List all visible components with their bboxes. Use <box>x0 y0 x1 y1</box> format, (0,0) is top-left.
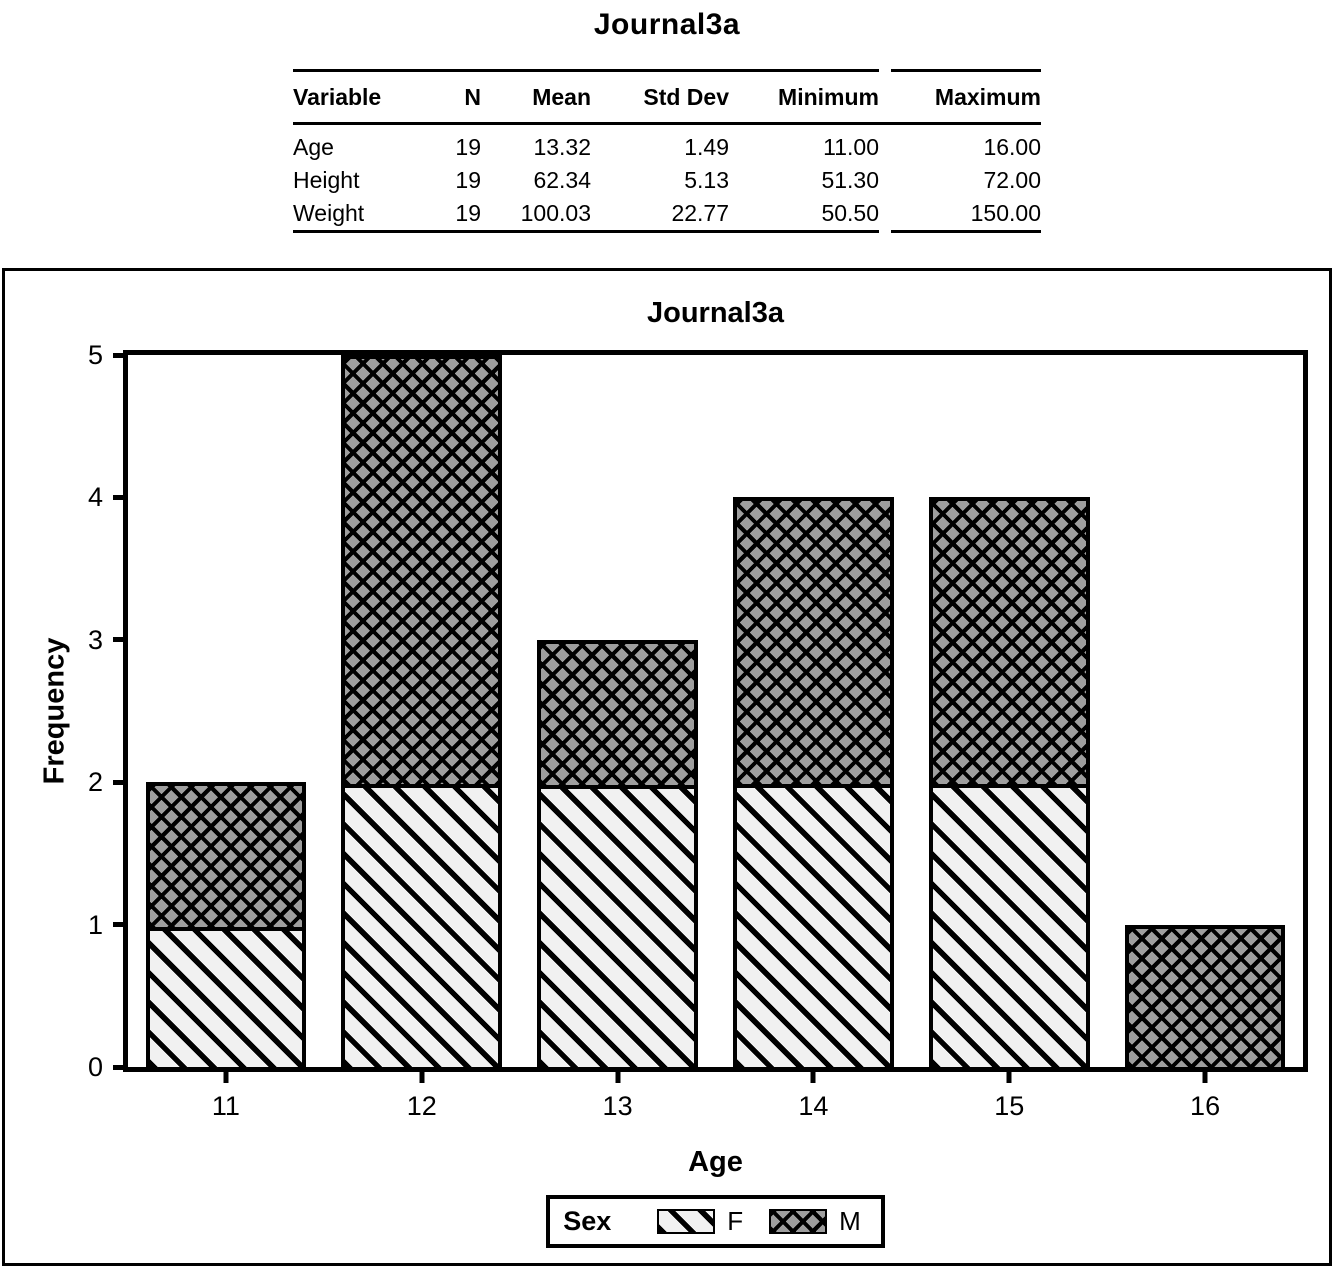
y-axis-title: Frequency <box>38 637 71 785</box>
stats-cell: 19 <box>455 134 481 160</box>
x-tick <box>1203 1067 1208 1083</box>
legend-swatch-m <box>769 1209 827 1234</box>
bar-slot <box>1107 355 1303 1067</box>
stats-cell: 16.00 <box>983 134 1041 160</box>
bar <box>1125 925 1286 1067</box>
bar <box>341 355 502 1067</box>
bar-slot <box>911 355 1107 1067</box>
bar <box>146 782 307 1067</box>
stats-col-header: Mean <box>481 71 591 124</box>
bar-segment-m <box>933 501 1086 784</box>
stats-row <box>293 164 1041 197</box>
y-tick-label: 1 <box>87 909 103 940</box>
stats-col-header: Minimum <box>729 71 879 124</box>
page-title: Journal3a <box>593 8 741 41</box>
bar-segment-f <box>933 784 1086 1067</box>
stats-cell: 72.00 <box>983 167 1041 193</box>
stats-cell: 19 <box>421 197 481 232</box>
stats-cell: 5.13 <box>684 167 729 193</box>
stats-col-header: N <box>421 71 481 124</box>
plot-area <box>87 340 1308 1121</box>
stats-cell: 1.49 <box>684 134 729 160</box>
y-tick <box>113 353 128 358</box>
y-tick-label: 4 <box>87 482 103 513</box>
stats-cell: 22.77 <box>591 197 729 232</box>
stats-cell: 51.30 <box>821 167 879 193</box>
y-tick-label: 2 <box>87 767 103 798</box>
bar <box>537 640 698 1067</box>
x-tick <box>419 1067 424 1083</box>
y-tick-label: 3 <box>87 624 103 655</box>
bar-segment-f <box>737 784 890 1067</box>
y-tick <box>113 922 128 927</box>
stats-rule-gap <box>879 71 891 124</box>
y-tick <box>113 780 128 785</box>
stats-row <box>293 197 1041 232</box>
x-tick-label: 13 <box>602 1091 633 1121</box>
x-tick-label: 12 <box>406 1091 437 1121</box>
x-tick-label: 11 <box>211 1091 240 1121</box>
stats-row <box>293 124 1041 165</box>
legend <box>546 1195 885 1248</box>
stats-cell: Age <box>293 134 334 160</box>
x-tick-label: 15 <box>994 1091 1025 1121</box>
bar-segment-f <box>541 785 694 1067</box>
legend-swatch-f <box>657 1209 715 1234</box>
x-tick-label: 14 <box>798 1091 829 1121</box>
x-tick <box>1007 1067 1012 1083</box>
stats-cell: Height <box>293 167 360 193</box>
chart-title: Journal3a <box>647 297 784 329</box>
stats-table-header <box>293 71 1041 124</box>
stats-cell: Weight <box>293 197 421 232</box>
y-tick <box>113 495 128 500</box>
stats-rule-gap <box>879 124 891 165</box>
y-tick-label: 0 <box>87 1052 103 1082</box>
stats-col-header: Maximum <box>891 71 1041 124</box>
bar-segment-f <box>150 927 303 1067</box>
bar-slot <box>128 355 324 1067</box>
bar <box>929 497 1090 1067</box>
bar-slot <box>324 355 520 1067</box>
bar-segment-m <box>345 359 498 784</box>
stats-table <box>293 69 1041 233</box>
stats-cell: 62.34 <box>533 167 591 193</box>
x-axis-title: Age <box>688 1146 743 1178</box>
stats-cell: 150.00 <box>891 197 1041 232</box>
y-tick <box>113 637 128 642</box>
legend-title: Sex <box>563 1206 612 1236</box>
x-tick <box>223 1067 228 1083</box>
stats-rule-gap <box>879 164 891 197</box>
bars-container <box>128 355 1303 1067</box>
bar-segment-m <box>1129 929 1282 1067</box>
bar <box>733 497 894 1067</box>
plot-row <box>5 340 1329 1121</box>
bar-segment-m <box>541 644 694 785</box>
bar-slot <box>520 355 716 1067</box>
legend-row <box>123 1195 1308 1248</box>
stats-rule-gap <box>879 197 891 232</box>
x-tick-label: 16 <box>1190 1091 1221 1121</box>
stats-cell: 19 <box>455 167 481 193</box>
stats-cell: 100.03 <box>481 197 591 232</box>
stats-section <box>0 0 1334 268</box>
bar-segment-f <box>345 784 498 1067</box>
chart-frame <box>2 268 1332 1266</box>
stats-cell: 13.32 <box>533 134 591 160</box>
stats-col-header: Std Dev <box>591 71 729 124</box>
x-tick <box>615 1067 620 1083</box>
stats-cell: 50.50 <box>729 197 879 232</box>
bar-segment-m <box>737 501 890 784</box>
stats-col-header: Variable <box>293 71 421 124</box>
legend-label-m: M <box>839 1206 861 1236</box>
y-tick <box>113 1065 128 1070</box>
bar-segment-m <box>150 786 303 926</box>
x-tick <box>811 1067 816 1083</box>
y-tick-label: 5 <box>87 340 103 370</box>
stats-cell: 11.00 <box>823 134 879 160</box>
bar-slot <box>715 355 911 1067</box>
legend-label-f: F <box>727 1206 744 1236</box>
